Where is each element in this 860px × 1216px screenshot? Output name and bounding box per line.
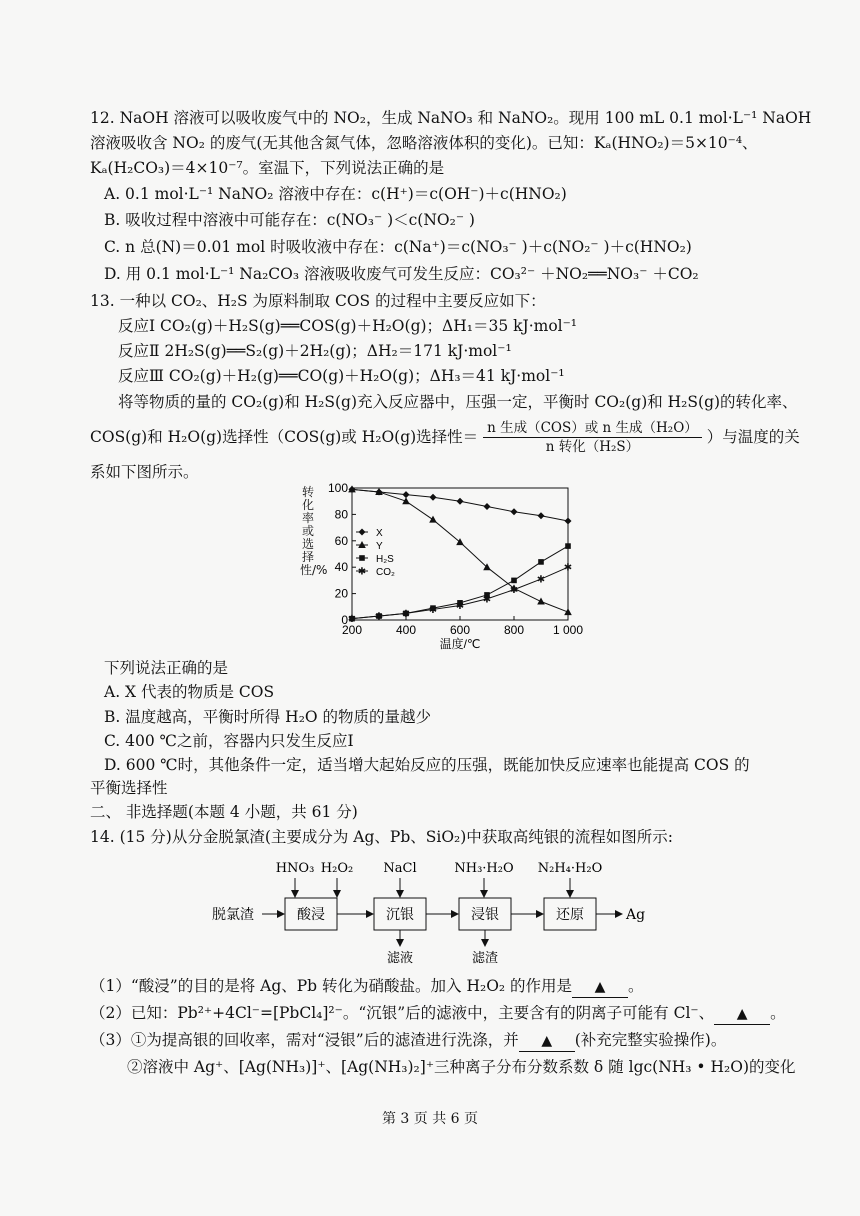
flow-end-label: Ag [626,907,646,923]
data-point-diamond [457,498,464,505]
conversion-selectivity-chart [310,478,600,654]
page-footer: 第 3 页 共 6 页 [381,1111,479,1127]
section-2-heading: 二、 非选择题(本题 4 小题，共 61 分) [90,803,358,821]
reagent-nacl: NaCl [383,861,417,876]
data-point-square [565,543,571,549]
data-point-star: ✱ [374,611,384,623]
data-point-triangle [456,538,464,545]
box-leach-silver-label: 浸银 [471,907,499,923]
q13-selectivity-line [90,420,800,456]
data-point-star: ✱ [428,604,438,616]
output-filtrate: 滤液 [386,951,414,966]
y-tick-label: 80 [334,507,348,522]
reagent-hydrazine: N₂H₄·H₂O [537,861,603,876]
reagent-hno3: HNO₃ [275,861,315,876]
x-tick-label: 800 [503,623,525,637]
q14-part3-text: （3）①为提高银的回收率，需对“浸银”后的滤渣进行洗涤，并 [90,1031,519,1049]
q13-line7: 系如下图所示。 [90,463,199,481]
q14-part3-end: (补充完整实验操作)。 [574,1031,727,1049]
legend-label: X [376,528,383,539]
q13-reaction-2: 反应Ⅱ 2H₂S(g)══S₂(g)＋2H₂(g)；ΔH₂＝171 kJ·mol⁻¹ [118,342,512,360]
fraction-numerator: n 生成（COS）或 n 生成（H₂O） [483,420,702,438]
answer-blank-3[interactable]: ▲ [519,1031,575,1052]
chart-svg [310,478,600,654]
data-point-star: ✱ [347,614,357,626]
q14-part2-text: （2）已知：Pb²⁺+4Cl⁻=[PbCl₄]²⁻。“沉银”后的滤液中，主要含有的阴离子可能有 Cl⁻、 [90,1004,715,1022]
reagent-ammonia: NH₃·H₂O [454,861,514,876]
data-point-triangle [537,598,545,605]
data-point-diamond [565,518,572,525]
q14-part1-end: 。 [628,977,644,995]
q13-line5: 将等物质的量的 CO₂(g)和 H₂S(g)充入反应器中，压强一定，平衡时 CO₂(g)和 H₂S(g)的转化率、 [118,393,798,411]
q14-part3 [90,1030,726,1052]
data-point-square [538,559,544,565]
q14-part1 [90,976,644,998]
q13-option-d-line1: D. 600 ℃时，其他条件一定，适当增大起始反应的压强，既能加快反应速率也能提高 COS 的 [104,756,750,774]
q13-option-b: B. 温度越高，平衡时所得 H₂O 的物质的量越少 [104,708,432,726]
x-tick-label: 1 000 [552,623,584,637]
data-point-star: ✱ [455,600,465,612]
process-flow-diagram [212,856,682,968]
q14-part2 [90,1003,786,1025]
legend-label: H₂S [376,554,394,565]
x-axis-label: 温度/℃ [439,637,481,651]
legend-label: Y [376,541,383,552]
data-point-star: ✱ [401,608,411,620]
x-tick-label: 400 [395,623,417,637]
q14-part2-end: 。 [770,1004,786,1022]
q13-line1: 13. 一种以 CO₂、H₂S 为原料制取 COS 的过程中主要反应如下： [90,292,546,310]
data-point-diamond [538,512,545,519]
q13-option-a: A. X 代表的物质是 COS [104,683,275,701]
answer-blank-2[interactable]: ▲ [714,1004,770,1025]
q13-prompt: 下列说法正确的是 [104,659,229,677]
x-tick-label: 600 [449,623,471,637]
q12-option-c: C. n 总(N)＝0.01 mol 时吸收液中存在：c(Na⁺)＝c(NO₃⁻ )＋c(NO₂⁻ )＋c(HNO₂) [104,238,692,256]
data-point-diamond [484,503,491,510]
box-acid-leach-label: 酸浸 [297,907,325,923]
output-residue: 滤渣 [471,951,499,966]
q12-line1: 12. NaOH 溶液可以吸收废气中的 NO₂，生成 NaNO₃ 和 NaNO₂。现用 100 mL 0.1 mol·L⁻¹ NaOH [90,109,812,127]
x-tick-label: 200 [341,623,363,637]
legend-label: CO₂ [376,567,395,578]
data-point-diamond [511,508,518,515]
q13-option-d-line2: 平衡选择性 [90,779,168,797]
data-point-square [511,578,517,584]
legend-marker-star: ✱ [357,566,367,578]
flow-svg [212,856,682,968]
flow-start-label: 脱氯渣 [212,907,254,923]
q12-line3: Kₐ(H₂CO₃)＝4×10⁻⁷。室温下，下列说法正确的是 [90,159,445,177]
data-point-triangle [429,516,437,523]
q13-reaction-3: 反应Ⅲ CO₂(g)＋H₂(g)══CO(g)＋H₂O(g)；ΔH₃＝41 kJ·mol⁻¹ [118,367,565,385]
y-tick-label: 20 [334,586,348,601]
q14-line1: 14. (15 分)从分金脱氯渣(主要成分为 Ag、Pb、SiO₂)中获取高纯银的流程如图所示: [90,828,674,846]
q12-option-a: A. 0.1 mol·L⁻¹ NaNO₂ 溶液中存在：c(H⁺)＝c(OH⁻)＋c(HNO₂) [104,185,567,203]
data-point-star: ✱ [563,562,573,574]
box-precipitate-silver-label: 沉银 [386,907,414,923]
data-point-diamond [403,491,410,498]
q12-option-d: D. 用 0.1 mol·L⁻¹ Na₂CO₃ 溶液吸收废气可发生反应：CO₃²⁻ ＋NO₂══NO₃⁻ ＋CO₂ [104,265,699,283]
fraction-denominator: n 转化（H₂S） [545,439,640,455]
series-line-triangle [352,489,568,612]
reagent-h2o2: H₂O₂ [320,861,354,876]
q13-line6a: COS(g)和 H₂O(g)选择性（COS(g)或 H₂O(g)选择性＝ [90,428,479,446]
data-point-star: ✱ [482,594,492,606]
data-point-triangle [564,608,572,615]
legend-marker-square [359,555,365,561]
y-tick-label: 60 [334,533,348,548]
chart-y-axis-label: 转化率或选择性/% [300,485,328,577]
q12-line2: 溶液吸收含 NO₂ 的废气(无其他含氮气体，忽略溶液体积的变化)。已知：Kₐ(HNO₂)＝5×10⁻⁴、 [90,134,758,152]
q14-part3-sub2: ②溶液中 Ag⁺、[Ag(NH₃)]⁺、[Ag(NH₃)₂]⁺三种离子分布分数系数 δ 随 lgc(NH₃ • H₂O)的变化 [127,1058,796,1076]
q13-option-c: C. 400 ℃之前，容器内只发生反应Ⅰ [104,732,354,750]
q14-part1-text: （1）“酸浸”的目的是将 Ag、Pb 转化为硝酸盐。加入 H₂O₂ 的作用是 [90,977,573,995]
box-reduction-label: 还原 [556,907,584,923]
y-tick-label: 100 [327,481,348,495]
legend-marker-diamond [359,529,366,536]
q13-reaction-1: 反应Ⅰ CO₂(g)＋H₂S(g)══COS(g)＋H₂O(g)；ΔH₁＝35 kJ·mol⁻¹ [118,317,578,335]
data-point-diamond [430,494,437,501]
y-tick-label: 40 [334,560,348,575]
data-point-star: ✱ [509,585,519,597]
q12-option-b: B. 吸收过程中溶液中可能存在：c(NO₃⁻ )＜c(NO₂⁻ ) [104,211,475,229]
y-tick-label: 0 [341,613,348,627]
q13-line6b: ）与温度的关 [706,428,800,446]
answer-blank-1[interactable]: ▲ [572,977,628,998]
selectivity-fraction [483,420,702,456]
data-point-star: ✱ [536,574,546,586]
